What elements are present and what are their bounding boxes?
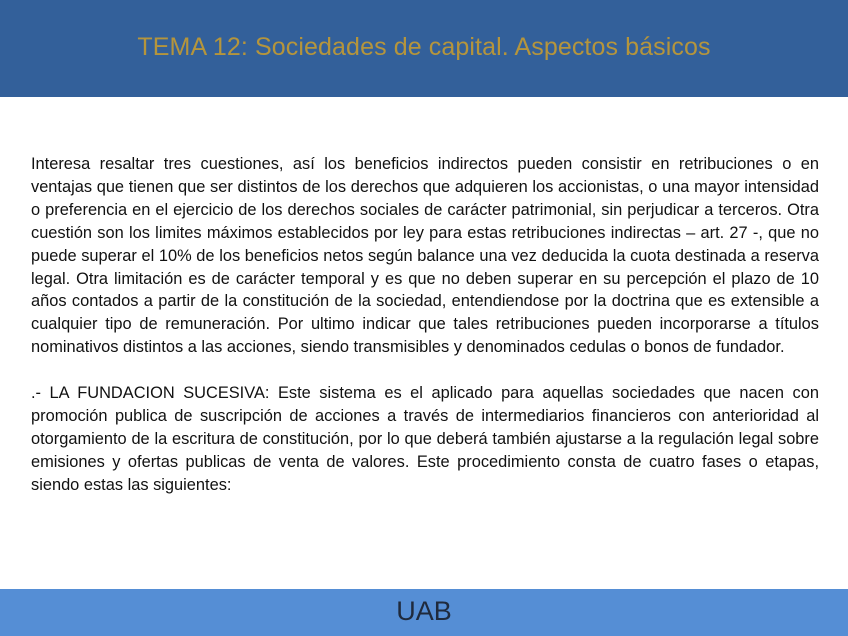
footer-banner <box>0 589 848 636</box>
paragraph-fundacion-sucesiva: .- LA FUNDACION SUCESIVA: Este sistema es el aplicado para aquellas sociedades que nacen con promoción publica de suscripción de acciones a través de intermediarios financieros con anterioridad al otorgamiento de la escritura de constitución, por lo que deberá también ajustarse a la regulación legal sobre emisiones y ofertas publicas de venta de valores. Este procedimiento consta de cuatro fases o etapas, siendo estas las siguientes: <box>31 384 819 494</box>
slide-title: TEMA 12: Sociedades de capital. Aspectos básicos <box>137 33 711 61</box>
header-banner <box>0 0 848 97</box>
paragraph-retribuciones: Interesa resaltar tres cuestiones, así los beneficios indirectos pueden consistir en retribuciones o en ventajas que tienen que ser distintos de los derechos que adquieren los accionistas, o una mayor intensidad o preferencia en el ejercicio de los derechos sociales de carácter patrimonial, sin perjudicar a terceros. Otra cuestión son los limites máximos establecidos por ley para estas retribuciones indirectas – art. 27 -, que no puede superar el 10% de los beneficios netos según balance una vez deducida la cuota destinada a reserva legal. Otra limitación es de carácter temporal y es que no deben superar en su percepción el plazo de 10 años contados a partir de la constitución de la sociedad, entendiendose por la doctrina que es extensible a cualquier tipo de remuneración. Por ultimo indicar que tales retribuciones pueden incorporarse a títulos nominativos distintos a las acciones, siendo transmisibles y denominados cedulas o bonos de fundador. <box>31 155 819 357</box>
body-text <box>31 153 819 497</box>
footer-label: UAB <box>396 596 452 626</box>
